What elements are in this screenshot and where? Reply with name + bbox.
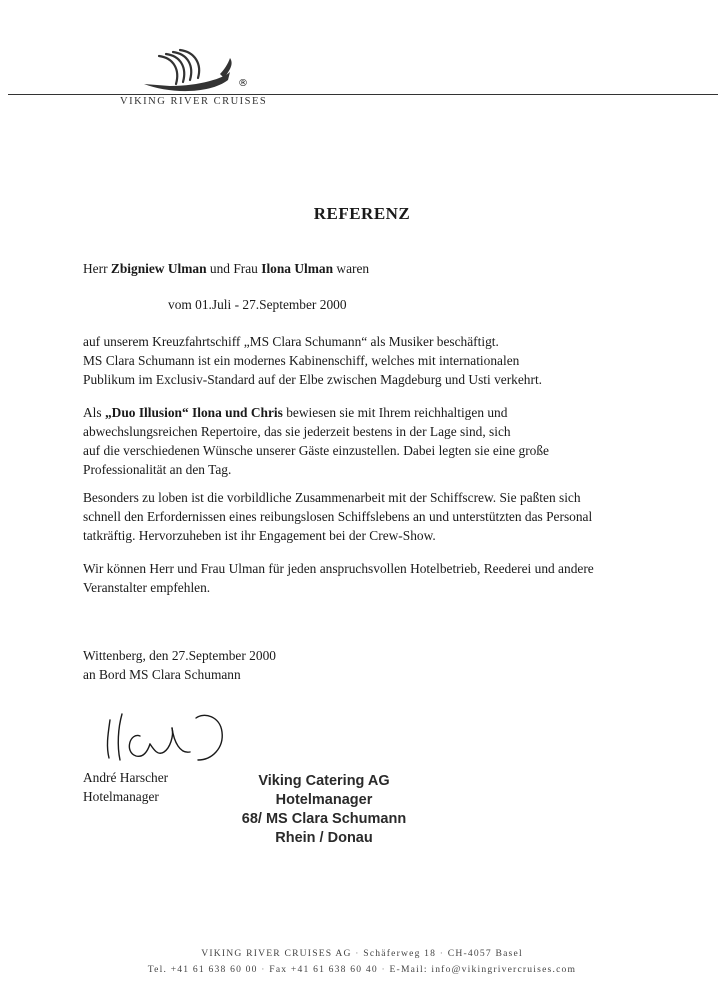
on-board: an Bord MS Clara Schumann: [83, 667, 241, 682]
viking-ship-icon: [140, 42, 240, 94]
footer-company: VIKING RIVER CRUISES AG: [201, 948, 352, 959]
person-name-2: Ilona Ulman: [261, 261, 334, 276]
footer-fax: Fax +41 61 638 60 40: [269, 964, 378, 975]
footer-city: CH-4057 Basel: [447, 948, 523, 959]
paragraph-3: Besonders zu loben ist die vorbildliche Zusammenarbeit mit der Schiffscrew. Sie paßten sich schnell den Erfordernissen eines reibungslosen Schiffslebens an und unterstützten das Personal tatkräftig. Hervorzuheben ist ihr Engagement bei der Crew-Show.: [83, 490, 593, 543]
registered-mark: ®: [238, 78, 248, 89]
document-title: REFERENZ: [313, 204, 411, 223]
footer-address: VIKING RIVER CRUISES AG · Schäferweg 18 · CH-4057 Basel: [201, 948, 523, 959]
employment-period: vom 01.Juli - 27.September 2000: [168, 297, 347, 312]
logo-text: VIKING RIVER CRUISES: [120, 96, 268, 107]
footer-contact: Tel. +41 61 638 60 00 · Fax +41 61 638 60 40 · E-Mail: info@vikingrivercruises.com: [147, 964, 577, 975]
paragraph-1: auf unserem Kreuzfahrtschiff „MS Clara Schumann“ als Musiker beschäftigt. MS Clara Schumann ist ein modernes Kabinenschiff, welches mit internationalen Publikum im Exclusiv-Standard auf der Elbe zwischen Magdeburg und Usti verkehrt.: [83, 334, 543, 387]
place-date-block: [83, 646, 683, 684]
footer-street: Schäferweg 18: [363, 948, 437, 959]
viking-logo: [118, 42, 278, 114]
intro-line: Herr Zbigniew Ulman und Frau Ilona Ulman waren: [83, 261, 370, 276]
footer-email: E-Mail: info@vikingrivercruises.com: [389, 964, 577, 975]
signatory-role: Hotelmanager: [83, 789, 159, 804]
place-date: Wittenberg, den 27.September 2000: [83, 648, 276, 663]
company-stamp: Viking Catering AG Hotelmanager 68/ MS Clara Schumann Rhein / Donau: [241, 773, 407, 846]
handwritten-signature: [100, 706, 240, 773]
paragraph-2: Als „Duo Illusion“ Ilona und Chris bewiesen sie mit Ihrem reichhaltigen und abwechslungsreichen Repertoire, das sie jederzeit bestens in der Lage sind, sich auf die verschiedenen Wünsche unserer Gäste einzustellen. Dabei legten sie eine große Professionalität an den Tag.: [83, 405, 549, 477]
paragraph-4: Wir können Herr und Frau Ulman für jeden anspruchsvollen Hotelbetrieb, Reederei und andere Veranstalter empfehlen.: [83, 561, 594, 595]
person-name-1: Zbigniew Ulman: [110, 261, 207, 276]
duo-name: „Duo Illusion“ Ilona und Chris: [104, 405, 283, 420]
header-rule: [8, 94, 718, 95]
footer-tel: Tel. +41 61 638 60 00: [147, 964, 258, 975]
signatory-name: André Harscher: [83, 770, 169, 785]
